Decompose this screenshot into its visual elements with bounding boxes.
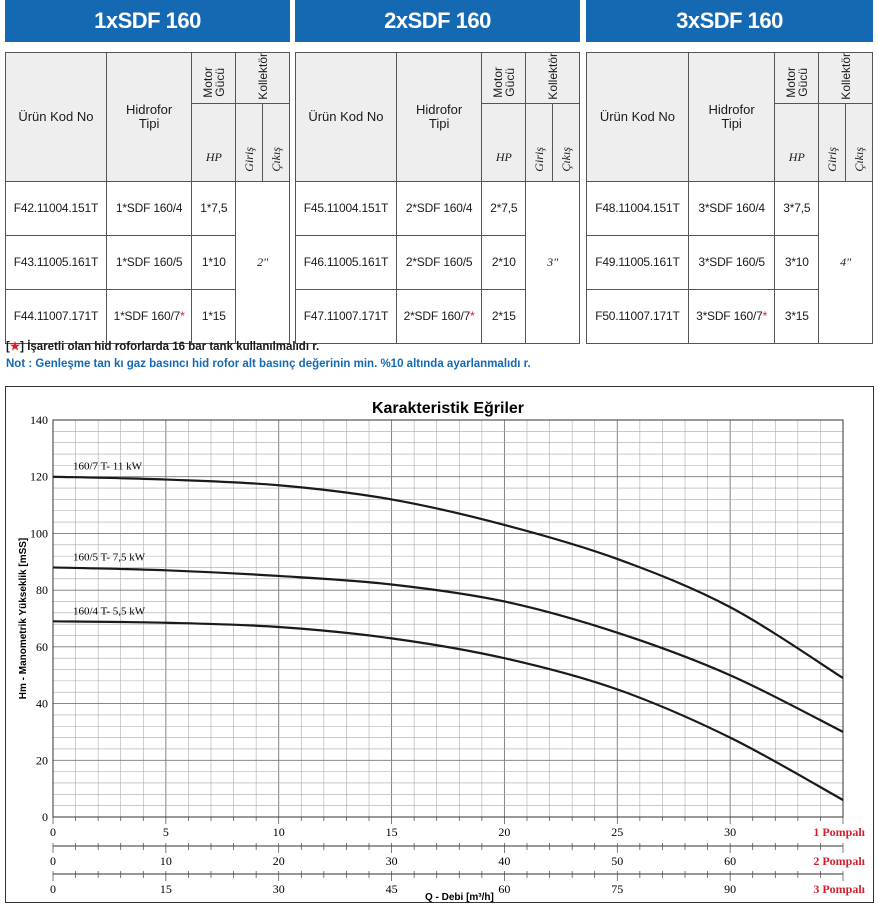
- x-tick-label: 30: [385, 854, 398, 868]
- y-tick-label: 80: [36, 583, 48, 598]
- code-header: Ürün Kod No: [296, 53, 397, 182]
- pump-count-label: 2 Pompalı: [813, 854, 865, 868]
- motor-power: 3*10: [775, 235, 819, 289]
- chart-svg: [6, 387, 873, 902]
- product-code: F50.11007.171T: [587, 289, 689, 343]
- motor-unit: HP: [775, 103, 819, 181]
- x-tick-label: 90: [724, 882, 737, 896]
- motor-power: 3*15: [775, 289, 819, 343]
- x-tick-label: 60: [498, 882, 511, 896]
- product-code: F46.11005.161T: [296, 235, 397, 289]
- table-3-title: 3xSDF 160: [586, 0, 873, 42]
- product-code: F45.11004.151T: [296, 181, 397, 235]
- x-tick-label: 20: [272, 854, 285, 868]
- outlet-header: Çıkış: [263, 103, 290, 181]
- motor-power: 1*7,5: [192, 181, 236, 235]
- x-tick-label: 25: [611, 825, 624, 839]
- collector-header: Kollektör: [236, 53, 290, 104]
- pump-type: 1*SDF 160/7*: [106, 289, 192, 343]
- x-tick-label: 40: [498, 854, 511, 868]
- x-tick-label: 15: [159, 882, 172, 896]
- table-row: [587, 181, 873, 235]
- pump-type: 2*SDF 160/4: [396, 181, 482, 235]
- curve-label: 160/4 T- 5,5 kW: [73, 605, 146, 618]
- type-header: Hidrofor Tipi: [106, 53, 192, 182]
- table-row: [296, 181, 580, 235]
- star-icon: ★: [9, 341, 21, 353]
- pump-type: 1*SDF 160/4: [106, 181, 192, 235]
- pump-type: 2*SDF 160/5: [396, 235, 482, 289]
- motor-power: 1*10: [192, 235, 236, 289]
- collector-header: Kollektör: [819, 53, 873, 104]
- characteristic-chart: [5, 386, 874, 903]
- pump-type: 1*SDF 160/5: [106, 235, 192, 289]
- type-header: Hidrofor Tipi: [688, 53, 775, 182]
- x-tick-label: 30: [724, 825, 737, 839]
- pump-type: 3*SDF 160/7*: [688, 289, 775, 343]
- x-tick-label: 15: [385, 825, 398, 839]
- product-code: F44.11007.171T: [6, 289, 107, 343]
- motor-power: 1*15: [192, 289, 236, 343]
- type-header: Hidrofor Tipi: [396, 53, 482, 182]
- x-tick-label: 45: [385, 882, 398, 896]
- y-tick-label: 120: [30, 469, 48, 484]
- pump-type: 2*SDF 160/7*: [396, 289, 482, 343]
- product-code: F49.11005.161T: [587, 235, 689, 289]
- motor-header: Motor Gücü: [775, 53, 819, 104]
- y-tick-label: 0: [42, 810, 48, 824]
- collector-size: 4": [819, 181, 873, 343]
- code-header: Ürün Kod No: [587, 53, 689, 182]
- y-tick-label: 60: [36, 639, 48, 654]
- outlet-header: Çıkış: [553, 103, 580, 181]
- y-tick-label: 100: [30, 526, 48, 541]
- pump-type: 3*SDF 160/5: [688, 235, 775, 289]
- outlet-header: Çıkış: [846, 103, 873, 181]
- curve-160-4: [53, 621, 843, 800]
- collector-size: 3": [526, 181, 580, 343]
- y-tick-label: 140: [30, 413, 48, 427]
- pump-count-label: 3 Pompalı: [813, 882, 865, 896]
- x-tick-label: 0: [50, 825, 56, 839]
- motor-unit: HP: [192, 103, 236, 181]
- x-axis-label: Q - Debi [m³/h]: [424, 892, 494, 902]
- motor-unit: HP: [482, 103, 526, 181]
- y-axis-label: Hm - Manometrik Yükseklik [mSS]: [18, 537, 29, 700]
- product-table-1: [5, 52, 290, 344]
- curve-label: 160/5 T- 7,5 kW: [73, 551, 146, 564]
- product-code: F48.11004.151T: [587, 181, 689, 235]
- inlet-header: Giriş: [819, 103, 846, 181]
- product-code: F47.11007.171T: [296, 289, 397, 343]
- inlet-header: Giriş: [236, 103, 263, 181]
- x-tick-label: 60: [724, 854, 737, 868]
- product-table-2: [295, 52, 580, 344]
- motor-power: 2*15: [482, 289, 526, 343]
- note-tank-pressure: Not : Genleşme tan kı gaz basıncı hid rofor alt basınç değerinin min. %10 altında ayarlanmalıdı r.: [6, 358, 531, 370]
- pump-type: 3*SDF 160/4: [688, 181, 775, 235]
- motor-power: 2*7,5: [482, 181, 526, 235]
- note-star: [★] İşaretli olan hid roforlarda 16 bar tank kullanılmalıdı r.: [6, 341, 320, 353]
- motor-power: 2*10: [482, 235, 526, 289]
- y-tick-label: 20: [36, 753, 48, 768]
- collector-header: Kollektör: [526, 53, 580, 104]
- x-tick-label: 5: [162, 825, 169, 839]
- product-code: F42.11004.151T: [6, 181, 107, 235]
- inlet-header: Giriş: [526, 103, 553, 181]
- x-tick-label: 30: [272, 882, 285, 896]
- product-table-3: [586, 52, 873, 344]
- motor-power: 3*7,5: [775, 181, 819, 235]
- pump-count-label: 1 Pompalı: [813, 825, 865, 839]
- x-tick-label: 75: [611, 882, 624, 896]
- x-tick-label: 0: [50, 882, 56, 896]
- motor-header: Motor Gücü: [482, 53, 526, 104]
- y-tick-label: 40: [36, 696, 48, 711]
- x-tick-label: 10: [159, 854, 172, 868]
- x-tick-label: 20: [498, 825, 511, 839]
- chart-title: Karakteristik Eğriler: [371, 400, 525, 417]
- table-2-title: 2xSDF 160: [295, 0, 580, 42]
- x-tick-label: 50: [611, 854, 624, 868]
- collector-size: 2": [236, 181, 290, 343]
- motor-header: Motor Gücü: [192, 53, 236, 104]
- table-row: [6, 181, 290, 235]
- curve-label: 160/7 T- 11 kW: [73, 460, 142, 473]
- product-code: F43.11005.161T: [6, 235, 107, 289]
- table-1-title: 1xSDF 160: [5, 0, 290, 42]
- curve-160-5: [53, 567, 843, 731]
- code-header: Ürün Kod No: [6, 53, 107, 182]
- x-tick-label: 0: [50, 854, 56, 868]
- x-tick-label: 10: [272, 825, 285, 839]
